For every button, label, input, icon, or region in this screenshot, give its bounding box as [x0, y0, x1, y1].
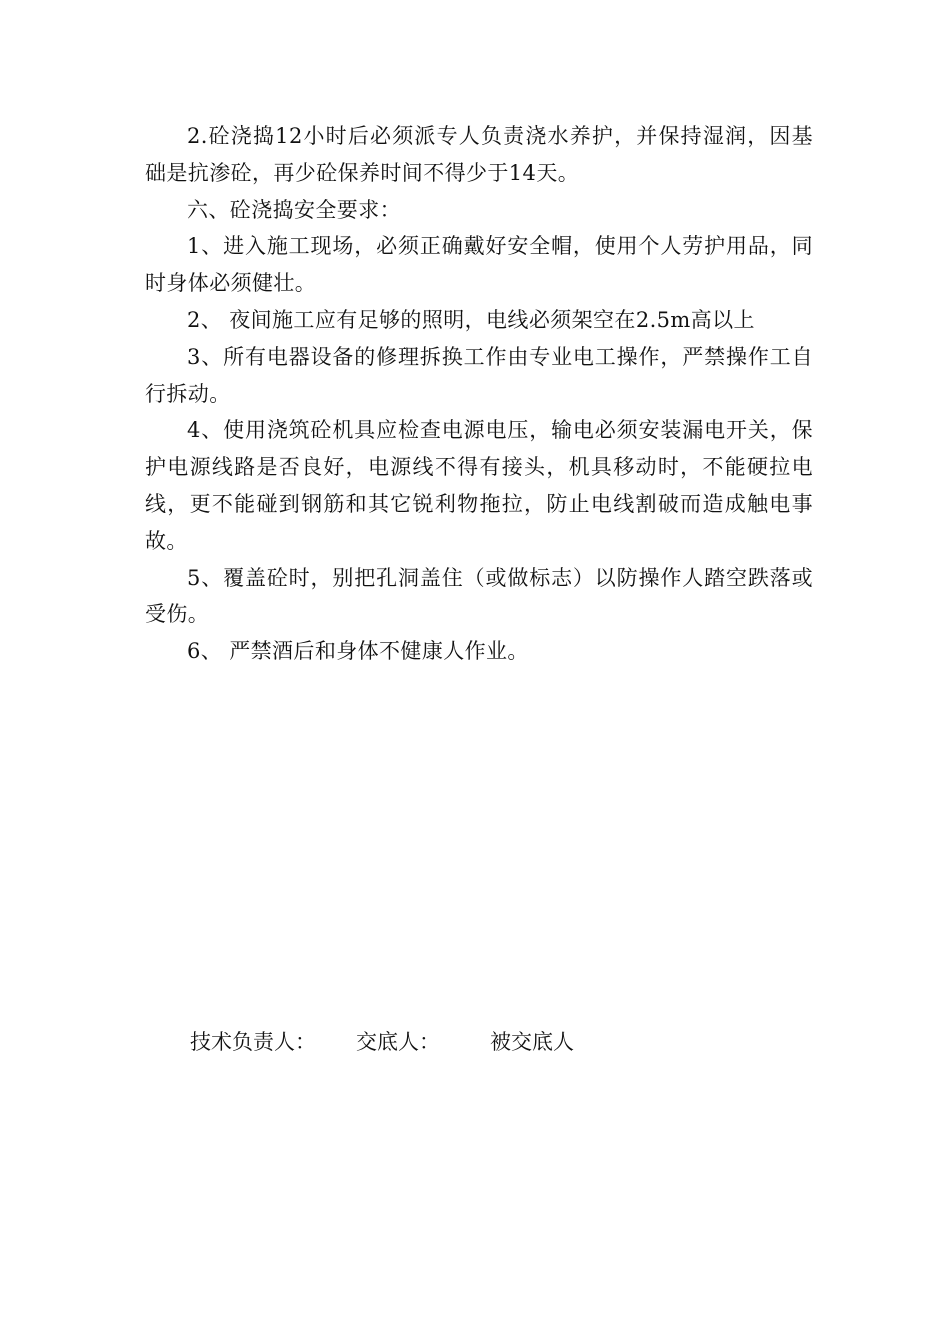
paragraph-safety-4: 4、使用浇筑砼机具应检查电源电压，输电必须安装漏电开关，保护电源线路是否良好，电源线不得有接头，机具移动时，不能硬拉电线，更不能碰到钢筋和其它锐利物拖拉，防止电线割破而造成触电事故。 [145, 418, 813, 553]
section-heading-safety: 六、砼浇捣安全要求： [187, 197, 401, 222]
paragraph-safety-6: 6、 严禁酒后和身体不健康人作业。 [187, 639, 529, 664]
signature-briefer: 交底人： [356, 1030, 440, 1054]
paragraph-curing: 2.砼浇捣12小时后必须派专人负责浇水养护，并保持湿润，因基础是抗渗砼，再少砼保养时间不得少于14天。 [145, 124, 813, 185]
signature-line [190, 1024, 574, 1060]
document-body [145, 118, 813, 670]
paragraph-safety-2: 2、 夜间施工应有足够的照明，电线必须架空在2.5m高以上 [187, 307, 755, 332]
paragraph-safety-3: 3、所有电器设备的修理拆换工作由专业电工操作，严禁操作工自行拆动。 [145, 344, 813, 406]
paragraph-safety-1: 1、进入施工现场，必须正确戴好安全帽，使用个人劳护用品，同时身体必须健壮。 [145, 234, 813, 296]
signature-recipient: 被交底人 [490, 1030, 574, 1054]
signature-technical-lead: 技术负责人： [190, 1030, 316, 1054]
paragraph-safety-5: 5、覆盖砼时，别把孔洞盖住（或做标志）以防操作人踏空跌落或受伤。 [145, 565, 813, 627]
